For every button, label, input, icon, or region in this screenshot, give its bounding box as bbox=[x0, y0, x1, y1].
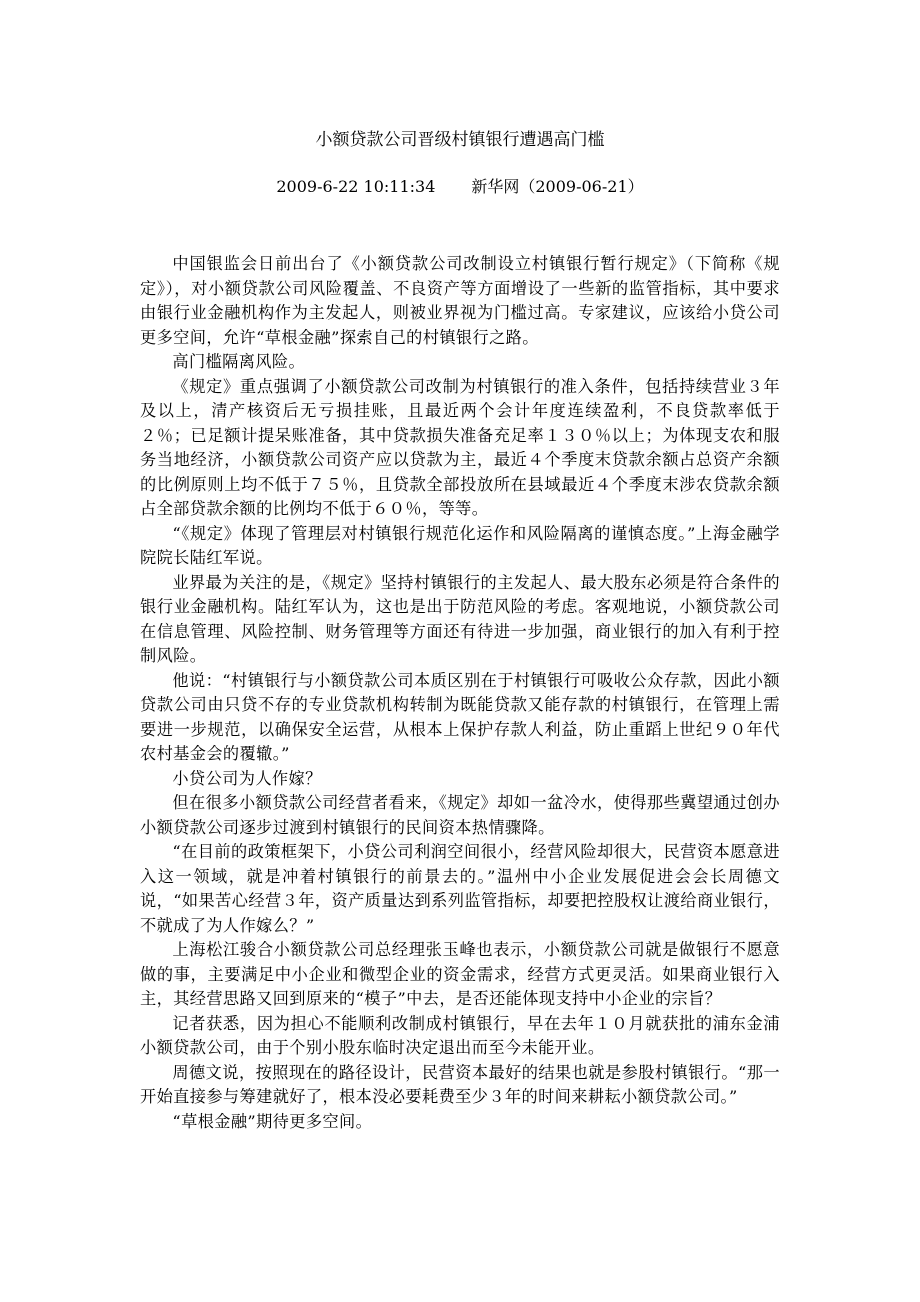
paragraph: 中国银监会日前出台了《小额贷款公司改制设立村镇银行暂行规定》（下简称《规定》），对小额贷款公司风险覆盖、不良资产等方面增设了一些新的监管指标，其中要求由银行业金融机构作为主发起人，则被业界视为门槛过高。专家建议，应该给小贷公司更多空间，允许“草根金融”探索自己的村镇银行之路。 bbox=[140, 254, 780, 347]
article-timestamp: 2009-6-22 10:11:34 bbox=[276, 177, 436, 196]
paragraph: “在目前的政策框架下，小贷公司利润空间很小，经营风险却很大，民营资本愿意进入这一领域，就是冲着村镇银行的前景去的。”温州中小企业发展促进会会长周德文说，“如果苦心经营３年，资产质量达到系列监管指标，却要把控股权让渡给商业银行，不就成了为人作嫁么？” bbox=[140, 842, 780, 935]
paragraph-subheading: 高门槛隔离风险。 bbox=[172, 352, 306, 371]
article-body bbox=[140, 252, 780, 1134]
article-title: 小额贷款公司晋级村镇银行遭遇高门槛 bbox=[315, 130, 605, 150]
paragraph: 他说：“村镇银行与小额贷款公司本质区别在于村镇银行可吸收公众存款，因此小额贷款公司由只贷不存的专业贷款机构转制为既能贷款又能存款的村镇银行，在管理上需要进一步规范，以确保安全运营，从根本上保护存款人利益，防止重蹈上世纪９０年代农村基金会的覆辙。” bbox=[140, 670, 780, 763]
paragraph: 记者获悉，因为担心不能顺利改制成村镇银行，早在去年１０月就获批的浦东金浦小额贷款公司，由于个别小股东临时决定退出而至今未能开业。 bbox=[140, 1013, 780, 1057]
paragraph-subheading: “草根金融”期待更多空间。 bbox=[172, 1111, 373, 1131]
article-source: 新华网（2009-06-21） bbox=[471, 177, 644, 196]
paragraph: 业界最为关注的是，《规定》坚持村镇银行的主发起人、最大股东必须是符合条件的银行业金融机构。陆红军认为，这也是出于防范风险的考虑。客观地说，小额贷款公司在信息管理、风险控制、财务管理等方面还有待进一步加强，商业银行的加入有利于控制风险。 bbox=[140, 572, 780, 665]
paragraph: “《规定》体现了管理层对村镇银行规范化运作和风险隔离的谨慎态度。”上海金融学院院长陆红军说。 bbox=[140, 523, 780, 567]
paragraph: 周德文说，按照现在的路径设计，民营资本最好的结果也就是参股村镇银行。“那一开始直接参与筹建就好了，根本没必要耗费至少３年的时间来耕耘小额贷款公司。” bbox=[140, 1062, 780, 1106]
paragraph: 上海松江骏合小额贷款公司总经理张玉峰也表示，小额贷款公司就是做银行不愿意做的事，主要满足中小企业和微型企业的资金需求，经营方式更灵活。如果商业银行入主，其经营思路又回到原来的“模子”中去，是否还能体现支持中小企业的宗旨？ bbox=[140, 940, 780, 1008]
paragraph: 《规定》重点强调了小额贷款公司改制为村镇银行的准入条件，包括持续营业３年及以上，清产核资后无亏损挂账，且最近两个会计年度连续盈利，不良贷款率低于２％；已足额计提呆账准备，其中贷款损失准备充足率１３０％以上；为体现支农和服务当地经济，小额贷款公司资产应以贷款为主，最近４个季度末贷款余额占总资产余额的比例原则上均不低于７５％，且贷款全部投放所在县域最近４个季度末涉农贷款余额占全部贷款余额的比例均不低于６０％，等等。 bbox=[140, 376, 780, 518]
article-meta bbox=[0, 175, 920, 199]
paragraph: 但在很多小额贷款公司经营者看来，《规定》却如一盆冷水，使得那些冀望通过创办小额贷款公司逐步过渡到村镇银行的民间资本热情骤降。 bbox=[140, 793, 780, 837]
paragraph-subheading: 小贷公司为人作嫁？ bbox=[172, 768, 322, 788]
